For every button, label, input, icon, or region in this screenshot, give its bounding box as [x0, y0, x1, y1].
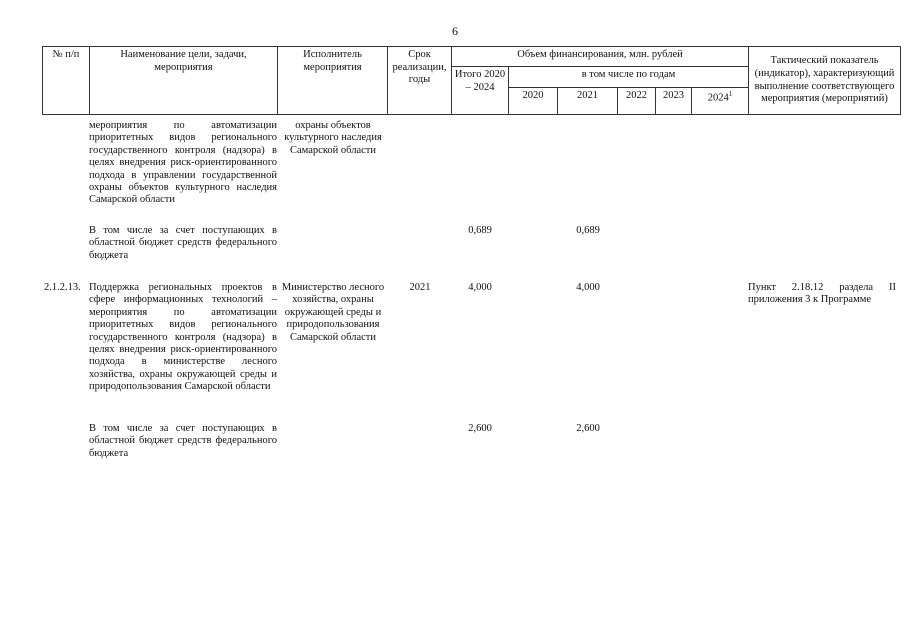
row-num: 2.1.2.13. — [44, 282, 81, 293]
header-num: № п/п — [43, 47, 90, 115]
header-year-2022: 2022 — [618, 88, 656, 115]
header-funding: Объем финансирования, млн. рублей — [452, 47, 749, 67]
row-2021: 0,689 — [576, 225, 600, 236]
header-name: Наименование цели, задачи, мероприятия — [90, 47, 278, 115]
header-year-2021: 2021 — [558, 88, 618, 115]
row-2021: 2,600 — [576, 423, 600, 434]
header-indicator: Тактический показатель (индикатор), характеризующий выполнение соответствующего мероприятия (мероприятий) — [749, 47, 901, 115]
table-header — [42, 46, 901, 115]
row-total: 2,600 — [468, 423, 492, 434]
row-2021: 4,000 — [576, 282, 600, 293]
row-name: мероприятия по автоматизации приоритетных видов регионального государственного контроля (надзора) в целях внедрения риск-ориентированного подхода в управлении государственной охраны объектов культурного наследия Самарской области — [89, 120, 277, 206]
header-by-years: в том числе по годам — [509, 67, 749, 88]
row-name: В том числе за счет поступающих в областной бюджет средств федерального бюджета — [89, 225, 277, 261]
row-name: В том числе за счет поступающих в областной бюджет средств федерального бюджета — [89, 423, 277, 459]
header-total: Итого 2020 – 2024 — [452, 67, 509, 115]
row-executor: Министерство лесного хозяйства, охраны окружающей среды и природопользования Самарской области — [281, 282, 385, 343]
header-year-2023: 2023 — [656, 88, 692, 115]
header-executor: Исполнитель мероприятия — [278, 47, 388, 115]
row-total: 0,689 — [468, 225, 492, 236]
row-executor: охраны объектов культурного наследия Самарской области — [284, 120, 382, 156]
page-number: 6 — [452, 24, 458, 38]
header-term: Срок реализации, годы — [388, 47, 452, 115]
row-term: 2021 — [409, 282, 431, 293]
row-total: 4,000 — [468, 282, 492, 293]
row-indicator: Пункт 2.18.12 раздела II приложения 3 к Программе — [748, 282, 896, 306]
row-name: Поддержка региональных проектов в сфере информационных технологий – мероприятия по автоматизации приоритетных видов регионального государственного контроля (надзора) в целях внедрения риск-ориентированного подхода в министерстве лесного хозяйства, охраны окружающей среды и природопользования Самарской области — [89, 282, 277, 393]
header-year-2020: 2020 — [509, 88, 558, 115]
header-year-2024: 2024$^1$ — [692, 88, 749, 115]
